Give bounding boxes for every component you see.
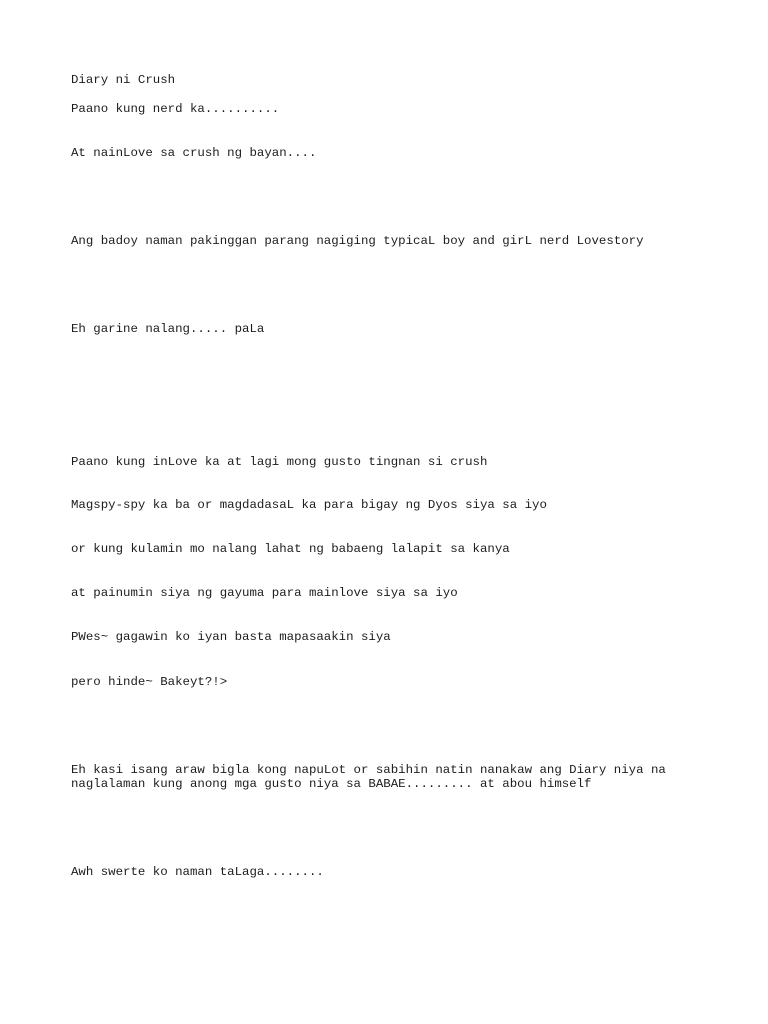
paragraph: PWes~ gagawin ko iyan basta mapasaakin siya: [71, 630, 391, 644]
paragraph: Paano kung inLove ka at lagi mong gusto tingnan si crush: [71, 455, 488, 469]
paragraph: At nainLove sa crush ng bayan....: [71, 146, 317, 160]
paragraph: Awh swerte ko naman taLaga........: [71, 865, 324, 879]
paragraph: Paano kung nerd ka..........: [71, 102, 280, 116]
paragraph: Ang badoy naman pakinggan parang nagiging typicaL boy and girL nerd Lovestory: [71, 234, 644, 248]
paragraph: or kung kulamin mo nalang lahat ng babaeng lalapit sa kanya: [71, 542, 510, 556]
paragraph: Magspy-spy ka ba or magdadasaL ka para bigay ng Dyos siya sa iyo: [71, 498, 547, 512]
paragraph: Eh garine nalang..... paLa: [71, 322, 265, 336]
paragraph: at painumin siya ng gayuma para mainlove siya sa iyo: [71, 586, 458, 600]
document-title: Diary ni Crush: [71, 73, 176, 87]
paragraph: pero hinde~ Bakeyt?!>: [71, 675, 228, 689]
paragraph: Eh kasi isang araw bigla kong napuLot or sabihin natin nanakaw ang Diary niya na naglalaman kung anong mga gusto niya sa BABAE......... at abou himself: [71, 763, 666, 791]
